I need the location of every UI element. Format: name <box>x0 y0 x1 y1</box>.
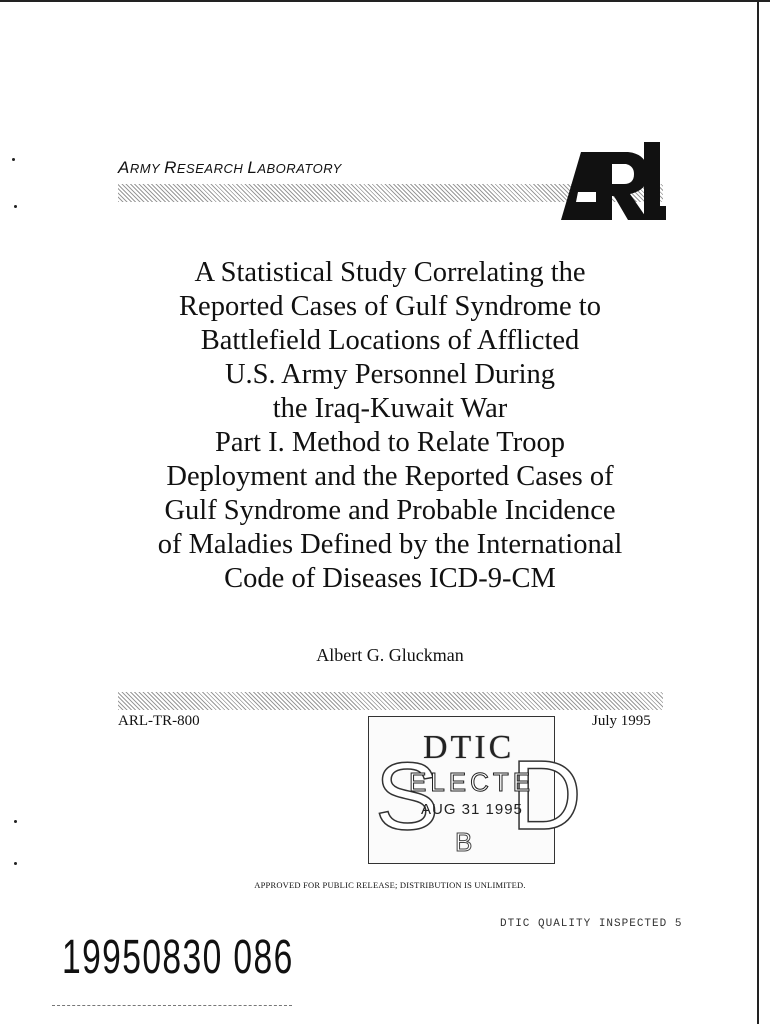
stamp-electe: ELECTE <box>409 767 535 797</box>
title-line: Code of Diseases ICD-9-CM <box>224 563 556 594</box>
report-number: ARL-TR-800 <box>118 713 200 729</box>
scan-speck <box>12 158 15 161</box>
right-border <box>757 0 759 1024</box>
title-line: Battlefield Locations of Afflicted <box>200 325 580 356</box>
title-line: the Iraq-Kuwait War <box>272 393 508 424</box>
svg-text:S: S <box>375 743 440 850</box>
svg-text:D: D <box>511 740 582 850</box>
scan-artifact-line <box>52 1005 292 1006</box>
document-title <box>100 256 680 596</box>
title-line: of Maladies Defined by the International <box>157 529 623 560</box>
stamp-grade: B <box>455 827 473 857</box>
scan-speck <box>14 862 17 865</box>
publication-date: July 1995 <box>592 713 651 729</box>
title-line: Reported Cases of Gulf Syndrome to <box>179 291 601 322</box>
top-border <box>0 0 770 2</box>
title-line: U.S. Army Personnel During <box>224 359 556 390</box>
title-line: Part I. Method to Relate Troop <box>215 427 565 458</box>
title-line: Deployment and the Reported Cases of <box>166 461 614 492</box>
scan-speck <box>14 205 17 208</box>
quality-inspected-stamp: DTIC QUALITY INSPECTED 5 <box>500 918 683 930</box>
divider-band <box>118 692 663 710</box>
author-name: Albert G. Gluckman <box>316 645 464 665</box>
dtic-stamp <box>368 716 582 864</box>
title-line: A Statistical Study Correlating the <box>194 257 586 288</box>
laboratory-name: ARMY RESEARCH LABORATORY <box>118 158 342 177</box>
stamp-letter-s <box>373 743 440 850</box>
scan-speck <box>14 820 17 823</box>
title-line: Gulf Syndrome and Probable Incidence <box>164 495 616 526</box>
stamp-date: AUG 31 1995 <box>421 801 523 818</box>
accession-number: 19950830 086 <box>62 931 294 984</box>
stamp-dtic: DTIC <box>423 729 515 766</box>
distribution-statement: APPROVED FOR PUBLIC RELEASE; DISTRIBUTION IS UNLIMITED. <box>254 880 526 890</box>
arl-logo <box>556 142 666 222</box>
